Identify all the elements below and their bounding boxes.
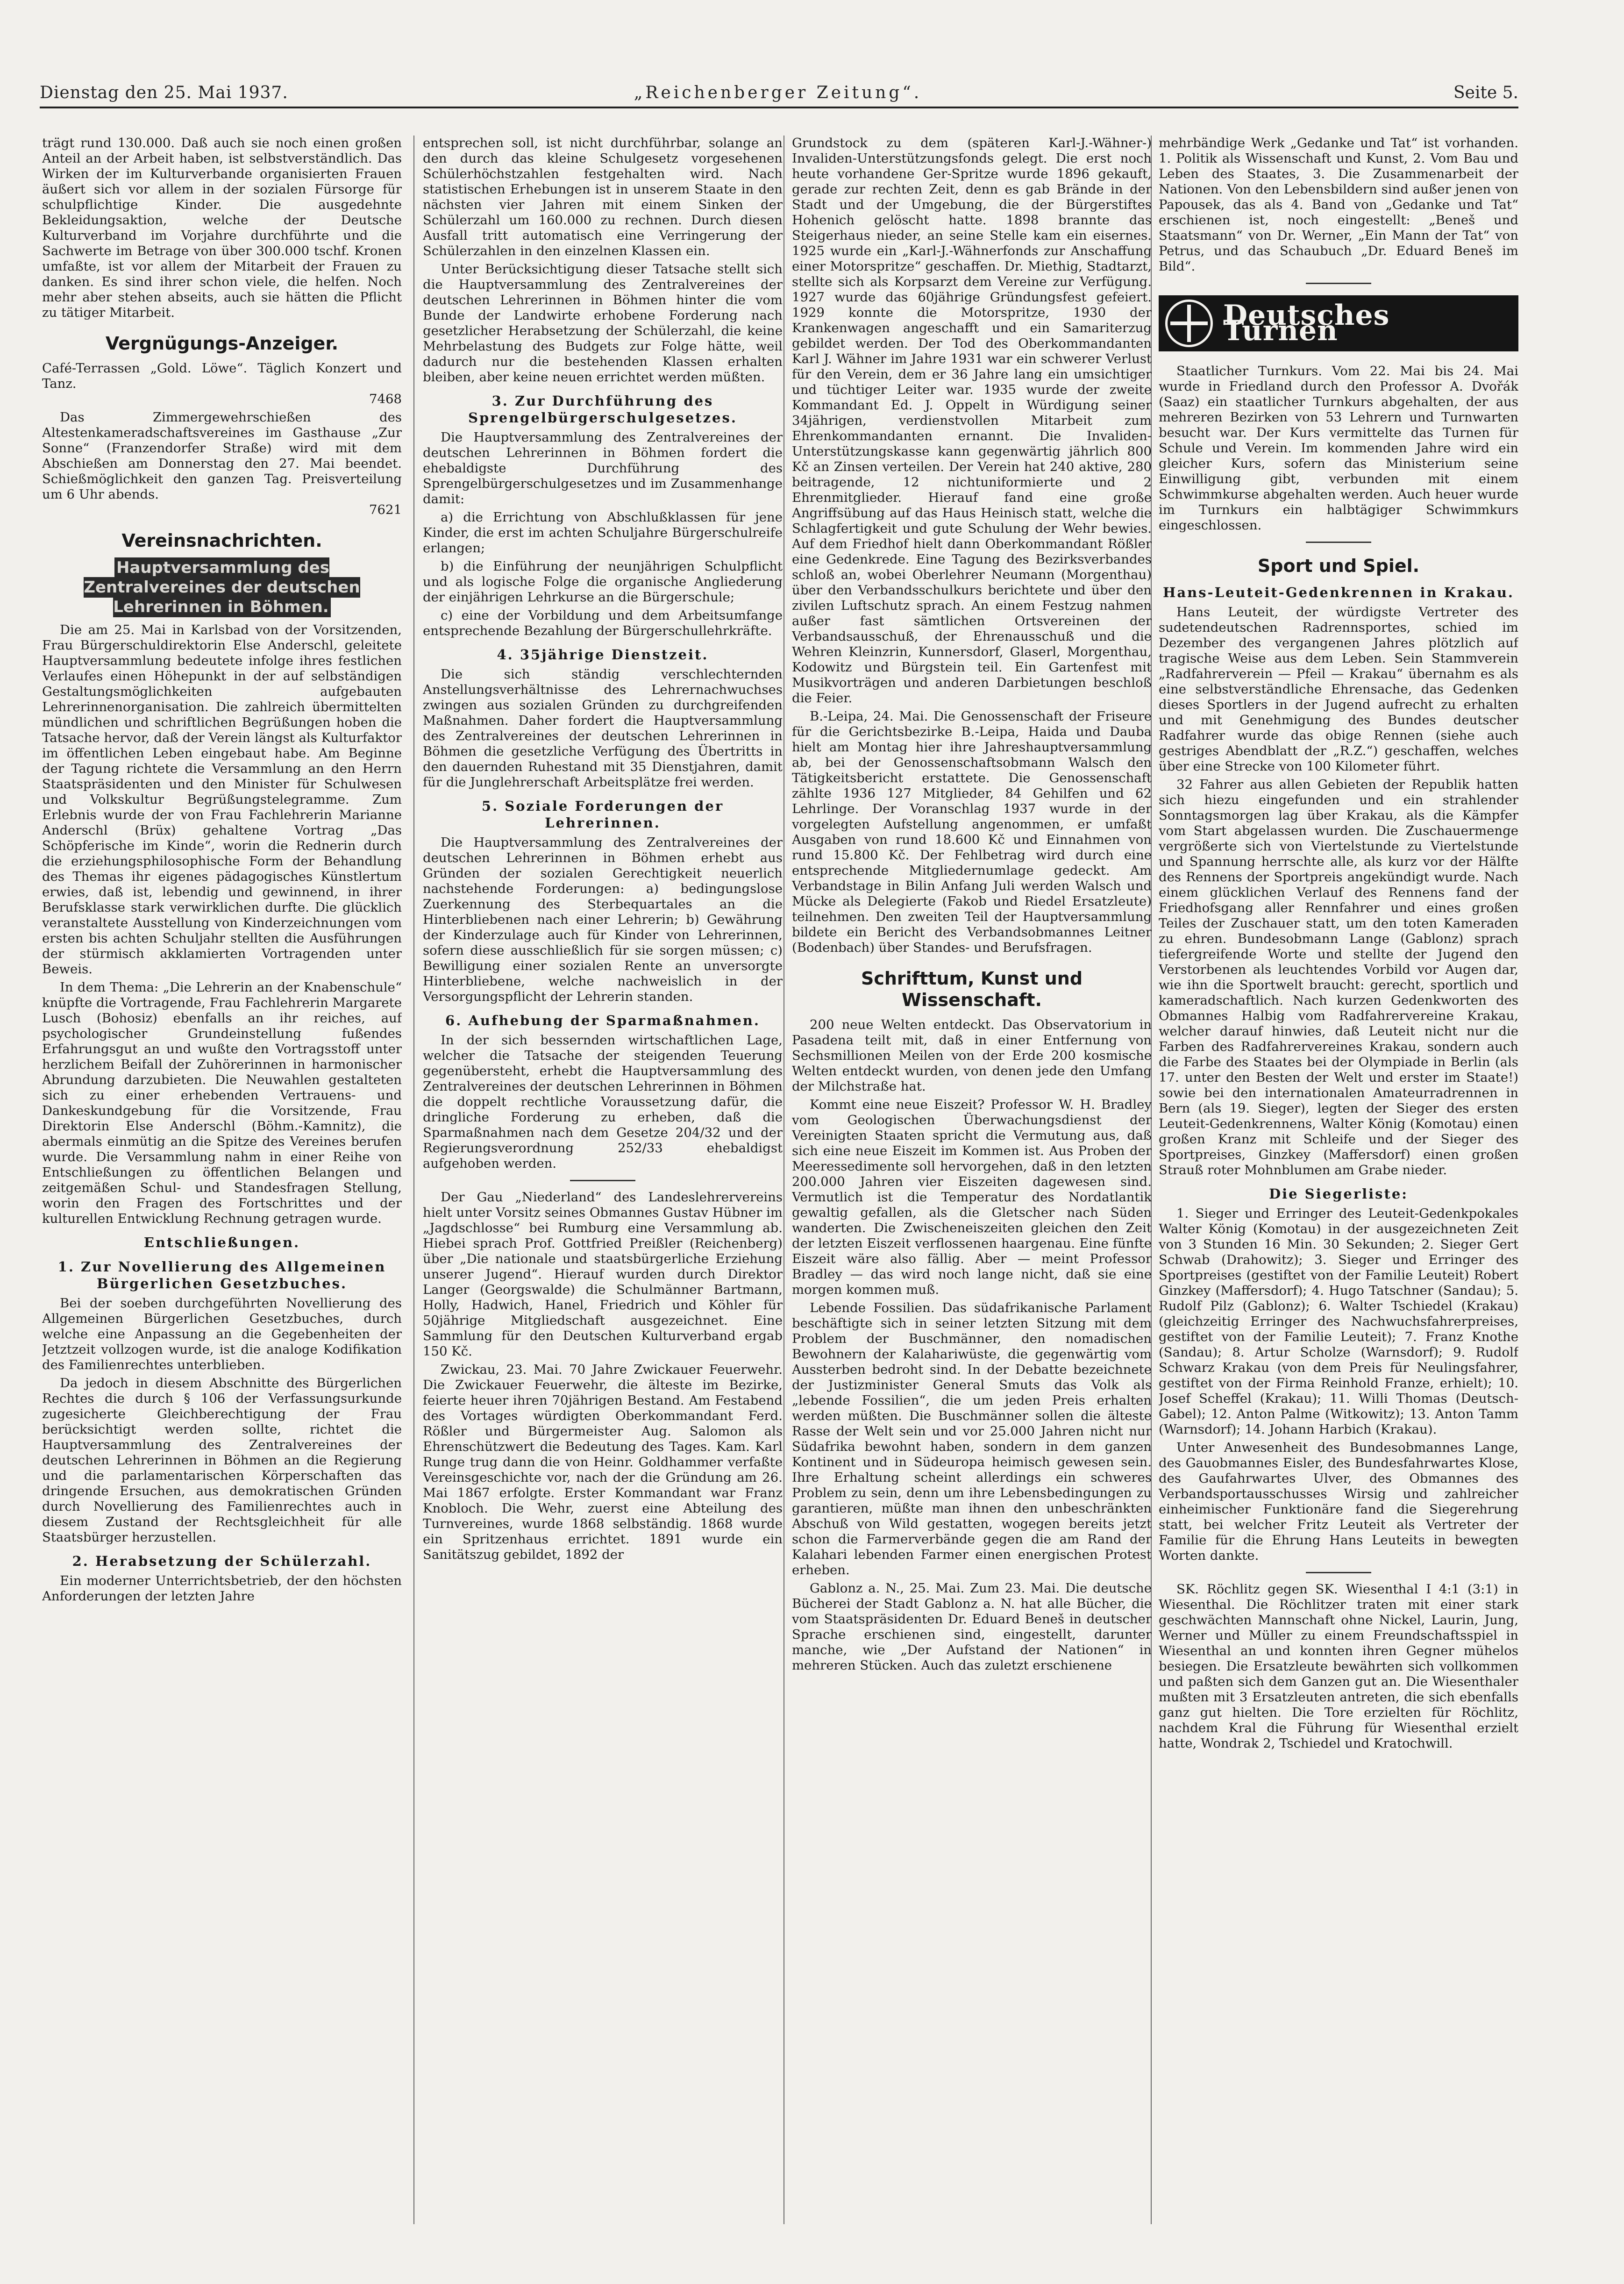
article-text: trägt rund 130.000. Daß auch sie noch einen großen Anteil an der Arbeit haben, ist selbstverständlich. Das Wirken der im Kulturverbande organisierten Frauen äußert sich vor allem in der sozialen Fürsorge für schulpflichtige Kinder. Die ausgedehnte Bekleidungsaktion, welche der Deutsche Kulturverband im Vorjahre durchführte und die Sachwerte im Betrage von über 300.000 tschf. Kronen umfaßte, ist vor allem der Mitarbeit der Frauen zu danken. Es sind ihrer schon viele, die helfen. Noch mehr aber stehen abseits, auch sie hätten die Pflicht zu tätiger Mitarbeit. [42,136,402,320]
section-heading: Sport und Spiel. [1257,556,1420,576]
section-heading: Vereinsnachrichten. [121,530,322,551]
article-text: c) eine der Vorbildung und dem Arbeitsumfange entsprechende Bezahlung der Bürgerschullehrkräfte. [423,608,783,638]
section-heading: Schrifttum, Kunst und Wissenschaft. [861,968,1083,1010]
article-text: Hans Leuteit, der würdigste Vertreter des sudetendeutschen Radrennsportes, schied im Dezember des vergangenen Jahres plötzlich auf tragische Weise aus dem Leben. Sein Stammverein „Radfahrerverein — Pfeil — Krakau“ übernahm es als eine selbstverständliche Ehrensache, das Gedenken dieses Sportlers in der Jugend aufrecht zu erhalten und mit Genehmigung des Bundes deutscher Radfahrer wurde das obige Rennen (siehe auch gestriges Abendblatt der „R.Z.“) geschaffen, welches über eine Strecke von 100 Kilometer führt. [1159,605,1518,774]
article-text: Staatlicher Turnkurs. Vom 22. Mai bis 24. Mai wurde in Friedland durch den Professor A. Dvořák (Saaz) ein staatlicher Turnkurs abgehalten, der aus mehreren Bezirken von 53 Lehrern und Turnwarten besucht war. Der Kurs vermittelte das Turnen für Schule und Verein. Im kommenden Jahre wird ein gleicher Kurs, sofern das Ministerium seine Einwilligung gibt, verbunden mit einem Schwimmkurse abgehalten werden. Auch heuer wurde im Turnkurs ein halbtägiger Schwimmkurs eingeschlossen. [1159,364,1518,533]
subheading: 2. Herabsetzung der Schülerzahl. [72,1553,372,1569]
column-1 [42,136,402,2229]
subheading: 4. 35jährige Dienstzeit. [497,647,709,663]
article-text: Da jedoch in diesem Abschnitte des Bürgerlichen Rechtes die durch § 106 der Verfassungsurkunde zugesicherte Gleichberechtigung der Frau berücksichtigt werden sollte, richtet die Hauptversammlung des Zentralvereines der deutschen Lehrerinnen in Böhmen an die Regierung und die parlamentarischen Körperschaften das dringende Ersuchen, aus demokratischen Gründen durch Novellierung des Familienrechtes auch in diesem Zustand der Rechtsgleichheit für alle Staatsbürger herzustellen. [42,1376,402,1545]
article-text: Grundstock zu dem (späteren Karl-J.-Wähner-) Invaliden-Unterstützungsfonds gelegt. Die erst noch heute vorhandene Ger-Spritze wurde 1896 gekauft, gerade zur rechten Zeit, denn es gab Brände in der Stadt und der Umgebung, die der Bürgerstiftes Hohenich gelöscht hatte. 1898 brannte das Steigerhaus nieder, an seine Stelle kam ein eisernes. 1925 wurde ein „Karl-J.-Wähnerfonds zur Anschaffung einer Motorspritze“ geschaffen. Dr. Miethig, Stadtarzt, stellte sich als Korpsarzt dem Vereine zur Verfügung. 1927 wurde das 60jährige Gründungsfest gefeiert. 1929 konnte die Motorspritze, 1930 der Krankenwagen angeschafft und ein Samariterzug gebildet werden. Der Tod des Oberkommandanten Karl J. Wähner im Jahre 1931 war ein schwerer Verlust für den Verein, dem er 36 Jahre lang ein umsichtiger und tüchtiger Leiter war. 1935 wurde der zweite Kommandant Ed. J. Oppelt in Würdigung seiner 34jährigen, verdienstvollen Mitarbeit zum Ehrenkommandanten ernannt. Die Invaliden-Unterstützungskasse kann gegenwärtig jährlich 800 Kč an Zinsen verteilen. Der Verein hat 240 aktive, 280 beitragende, 12 nichtuniformierte und 2 Ehrenmitglieder. Hierauf fand eine große Angriffsübung auf das Haus Heinisch statt, welche die Schlagfertigkeit und gute Schulung der Wehr bewies. Auf dem Friedhof hielt dann Oberkommandant Rößler eine Gedenkrede. Eine Tagung des Bezirksverbandes schloß an, wobei Oberlehrer Neumann (Morgenthau) über den Verbandsschulkurs berichtete und über den zivilen Luftschutz sprach. An einem Festzug nahmen außer fast sämtlichen Ortsvereinen der Verbandsausschuß, der Ehrenausschuß und die Wehren Kleinzrin, Kunnersdorf, Glaserl, Morgenthau, Kodowitz und Bürgstein teil. Ein Gartenfest mit Musikvorträgen und anderen Darbietungen beschloß die Feier. [792,136,1152,706]
article-text: Kommt eine neue Eiszeit? Professor W. H. Bradley vom Geologischen Überwachungsdienst der Vereinigten Staaten spricht die Vermutung aus, daß sich eine neue Eiszeit im Kommen ist. Aus Proben der Meeressedimente soll hervorgehen, daß in den letzten 200.000 Jahren vier Eiszeiten dagewesen sind. Vermutlich ist die Temperatur des Nordatlantik gewaltig gefallen, als die Gletscher nach Süden wanderten. Die Zwischeneiszeiten gleichen den Zeit der letzten Eiszeit verflossenen haargenau. Eine fünfte Eiszeit wäre also fällig. Aber — meint Professor Bradley — das wird noch lange nicht, daß sie eine morgen kommen muß. [792,1097,1152,1297]
article-text: Ein moderner Unterrichtsbetrieb, der den höchsten Anforderungen der letzten Jahre [42,1573,402,1604]
separator [1306,542,1371,543]
subheading: 1. Zur Novellierung des Allgemeinen Bürgerlichen Gesetzbuches. [57,1259,386,1292]
separator [1306,1572,1371,1573]
article-text: In dem Thema: „Die Lehrerin an der Knabenschule“ knüpfte die Vortragende, Frau Fachlehrerin Margarete Lusch (Bohosiz) ebenfalls an ihr reiches, auf psychologischer Grundeinstellung fußendes Erfahrungsgut an und wußte den Vortragsstoff unter herzlichem Beifall der Zuhörerinnen in harmonischer Abrundung darzubieten. Die Neuwahlen gestalteten sich zu einer erhebenden Vertrauens- und Dankeskundgebung für die Vorsitzende, Frau Direktorin Else Anderschl (Böhm.-Kamnitz), die abermals einmütig an die Spitze des Vereines berufen wurde. Die Versammlung nahm in einer Reihe von Entschließungen zu öffentlichen Belangen und zeitgemäßen Schul- und Standesfragen Stellung, worin den Fragen des Fortschrittes und der kulturellen Entwicklung Rechnung getragen wurde. [42,980,402,1226]
banner-title: Deutsches Turnen [1223,299,1390,347]
article-text: a) die Errichtung von Abschlußklassen für jene Kinder, die erst im achten Schuljahre Bürgerschulreife erlangen; [423,510,783,556]
separator [1306,283,1371,284]
subheading: 6. Aufhebung der Sparmaßnahmen. [445,1013,760,1028]
subheading: Die Siegerliste: [1268,1186,1409,1202]
ad-text: Das Zimmergewehrschießen des Altestenkameradschaftsvereines im Gasthause „Zur Sonne“ (Franzendorfer Straße) wird mit dem Abschießen am Donnerstag den 27. Mai beendet. Schießmöglichkeit den ganzen Tag. Preisverteilung um 6 Uhr abends. 7621 [42,410,402,517]
article-text: Bei der soeben durchgeführten Novellierung des Allgemeinen Bürgerlichen Gesetzbuches, durch welche eine Anpassung an die Gegebenheiten der Jetztzeit vollzogen wurde, ist die analoge Kodifikation des Familienrechtes unterblieben. [42,1296,402,1372]
column-4 [1159,136,1518,2229]
turnen-banner [1159,295,1518,351]
article-text: In der sich bessernden wirtschaftlichen Lage, welcher die Tatsache der steigenden Teuerung gegenübersteht, erhebt die Hauptversammlung des Zentralvereines der deutschen Lehrerinnen in Böhmen die doppelt rechtliche Voraussetzung dafür, die dringliche Forderung zu erheben, daß die Sparmaßnahmen nach dem Gesetze 204/32 und der Regierungsverordnung 252/33 ehebaldigst aufgehoben werden. [423,1033,783,1171]
subheading: Hans-Leuteit-Gedenkrennen in Krakau. [1162,585,1515,600]
article-text: SK. Röchlitz gegen SK. Wiesenthal I 4:1 (3:1) in Wiesenthal. Die Röchlitzer traten mit einer stark geschwächten Mannschaft ohne Nickel, Laurin, Jung, Werner und Müller zu einem Freundschaftsspiel in Wiesenthal an und konnten ihren Gegner mühelos besiegen. Die Ersatzleute bewährten sich vollkommen und paßten sich dem Ganzen gut an. Die Wiesenthaler mußten mit 3 Ersatzleuten antreten, die sich ebenfalls ganz gut hielten. Die Tore erzielten für Röchlitz, nachdem Kral die Führung für Wiesenthal erzielt hatte, Wondrak 2, Tschiedel und Kratochwill. [1159,1582,1518,1751]
article-text: Die sich ständig verschlechternden Anstellungsverhältnisse des Lehrernachwuchses zwingen aus sozialen Gründen zu durchgreifenden Maßnahmen. Daher fordert die Hauptversammlung des Zentralvereines der deutschen Lehrerinnen in Böhmen die gesetzliche Verfügung des Übertritts in den dauernden Ruhestand mit 35 Dienstjahren, damit für die Junglehrerschaft Arbeitsplätze frei werden. [423,667,783,790]
subheading: 5. Soziale Forderungen der Lehrerinnen. [481,798,724,831]
header-page-number: Seite 5. [1453,83,1518,102]
article-text: 1. Sieger und Erringer des Leuteit-Gedenkpokales Walter König (Komotau) in der ausgezeichneten Zeit von 3 Stunden 16 Min. 30 Sekunden; 2. Sieger Gert Schwab (Drahowitz); 3. Sieger und Erringer des Sportpreises (gestiftet von der Familie Leuteit) Robert Ginzkey (Maffersdorf); 4. Hugo Tatschner (Sandau); 5. Rudolf Pilz (Gablonz); 6. Walter Tschiedel (Krakau) (gleichzeitig Erringer des Nachwuchsfahrerpreises, gestiftet von der Familie Leuteit); 7. Franz Knothe (Sandau); 8. Artur Scholze (Warnsdorf); 9. Rudolf Schwarz Krakau (von dem Preis für Neulingsfahrer, gestiftet von der Firma Reinhold Franze, erhielt); 10. Josef Scheffel (Krakau); 11. Willi Thomas (Deutsch-Gabel); 12. Anton Palme (Witkowitz); 13. Anton Tamm (Warnsdorf); 14. Johann Harbich (Krakau). [1159,1206,1518,1437]
article-text: Die Hauptversammlung des Zentralvereines der deutschen Lehrerinnen in Böhmen erhebt aus Gründen der sozialen Gerechtigkeit neuerlich nachstehende Forderungen: a) bedingungslose Zuerkennung des Sterbequartales an die Hinterbliebenen nach einer Lehrerin; b) Gewährung der Kinderzulage auch für Kinder von Lehrerinnen, sofern diese ausschließlich für sie sorgen müssen; c) Bewilligung einer sozialen Rente an unversorgte Hinterbliebene, welche nachweislich in der Versorgungspflicht der Lehrerin standen. [423,835,783,1004]
article-text: B.-Leipa, 24. Mai. Die Genossenschaft der Friseure für die Gerichtsbezirke B.-Leipa, Haida und Dauba hielt am Montag hier ihre Jahreshauptversammlung ab, bei der Genossenschaftsobmann Walsch den Tätigkeitsbericht erstattete. Die Genossenschaft zählte 1936 127 Mitglieder, 84 Gehilfen und 62 Lehrlinge. Der Voranschlag 1937 wurde in der vorgelegten Aufstellung angenommen, er umfaßt Ausgaben von rund 18.600 Kč und Einnahmen von rund 15.800 Kč. Der Fehlbetrag wird durch eine entsprechende Mitgliedernumlage gedeckt. Am Verbandstage in Bilin Anfang Juli werden Walsch und Mücke als Delegierte (Fakob und Riedel Ersatzleute) teilnehmen. Den zweiten Teil der Hauptversammlung bildete ein Bericht des Verbandsobmannes Leitner (Bodenbach) über Standes- und Berufsfragen. [792,709,1152,955]
header-date: Dienstag den 25. Mai 1937. [40,83,288,102]
article-text: Lebende Fossilien. Das südafrikanische Parlament beschäftigte sich in seiner letzten Sitzung mit dem Problem der Buschmänner, den nomadischen Bewohnern der Kalahariwüste, die gegenwärtig vom Aussterben bedroht sind. In der Debatte bezeichnete der Justizminister General Smuts das Volk als „lebende Fossilien“, die um jeden Preis erhalten werden müßten. Die Buschmänner sollen die älteste Rasse der Welt sein und vor 25.000 Jahren nicht nur Südafrika bewohnt haben, sondern in dem ganzen Kontinent und in Südeuropa heimisch gewesen sein. Ihre Erhaltung scheint allerdings ein schweres Problem zu sein, denn um ihre Lebensbedingungen zu garantieren, müßte man ihnen den unbeschränkten Abschuß von Wild gestatten, wogegen bereits jetzt schon die Farmerverbände gegen die am Rand der Kalahari lebenden Farmer einen energischen Protest erheben. [792,1300,1152,1577]
ad-text: Café-Terrassen „Gold. Löwe“. Täglich Konzert und Tanz. 7468 [42,361,402,407]
column-2 [423,136,783,2229]
article-text: Der Gau „Niederland“ des Landeslehrervereins hielt unter Vorsitz seines Obmannes Gustav Hübner im „Jagdschlosse“ bei Rumburg eine Versammlung ab. Hiebei sprach Prof. Gottfried Preißler (Reichenberg) über „Die nationale und staatsbürgerliche Erziehung unserer Jugend“. Hierauf wurden durch Direktor Langer (Georgswalde) die Schulmänner Bartmann, Holly, Hadwich, Hanel, Friedrich und Köhler für 50jährige Mitgliedschaft ausgezeichnet. Eine Sammlung für den Deutschen Kulturverband ergab 150 Kč. [423,1190,783,1359]
section-heading: Vergnügungs-Anzeiger. [105,333,339,354]
article-headline: Hauptversammlung des Zentralvereines der deutschen Lehrerinnen in Böhmen. [84,558,360,616]
ad-number: 7621 [369,502,402,517]
subheading: 3. Zur Durchführung des Sprengelbürgerschulgesetzes. [468,393,737,426]
ad-number: 7468 [369,392,402,407]
header-rule [40,107,1518,108]
article-text: Die Hauptversammlung des Zentralvereines der deutschen Lehrerinnen in Böhmen fordert die ehebaldigste Durchführung des Sprengelbürgerschulgesetzes und im Zusammenhange damit: [423,430,783,507]
article-text: Unter Anwesenheit des Bundesobmannes Lange, des Gauobmannes Eisler, des Bundesfahrwartes Klose, des Gaufahrwartes Ulver, des Obmannes des Verbandsportausschusses Wirsig und zahlreicher einheimischer Funktionäre fand die Siegerehrung statt, bei welcher Fritz Leuteit als Vertreter der Familie für die Ehrung Hans Leuteits in bewegten Worten dankte. [1159,1440,1518,1563]
article-text: Unter Berücksichtigung dieser Tatsache stellt sich die Hauptversammlung des Zentralvereines der deutschen Lehrerinnen in Böhmen hinter die vom Bunde der Landwirte erhobene Forderung nach gesetzlicher Herabsetzung der Schülerzahl, die keine Mehrbelastung des Budgets zur Folge hätte, weil dadurch nur die bestehenden Klassen erhalten bleiben, aber keine neuen errichtet werden müßten. [423,262,783,385]
article-text: 32 Fahrer aus allen Gebieten der Republik hatten sich hiezu eingefunden und ein strahlender Sonntagsmorgen lag über Krakau, als die Kämpfer vom Start abgelassen wurden. Die Zuschauermenge vergrößerte sich von Viertelstunde zu Viertelstunde und Spannung herrschte alle, als kurz vor der Hälfte des Rennens der Sportpreis angekündigt wurde. Nach einem glücklichen Verlauf des Rennens fand der Friedhofsgang aller Rennfahrer und eines großen Teiles der Zuschauer statt, um den toten Kameraden zu ehren. Bundesobmann Lange (Gablonz) sprach tiefergreifende Worte und stellte der Jugend den Verstorbenen als leuchtendes Vorbild vor Augen dar, wie ihn die Sportwelt braucht: gerecht, sportlich und kameradschaftlich. Nach kurzen Gedenkworten des Obmannes Halbig vom Radfahrervereine Krakau, welcher darauf hinwies, daß Leuteit nicht nur die Farben des Radfahrervereines Krakau, sondern auch die Farbe des Staates bei der Olympiade in Berlin (als 17. unter den Besten der Welt und erster im Staate!) sowie bei den internationalen Amateurradrennen in Bern (als 19. Sieger), legten der Sieger des ersten Leuteit-Gedenkrennens, Walter König (Komotau) einen großen Kranz mit Schleife und der Sieger des Sportpreises, Ginzkey (Maffersdorf) einen großen Strauß roter Mohnblumen am Grabe nieder. [1159,777,1518,1178]
article-text: Gablonz a. N., 25. Mai. Zum 23. Mai. Die deutsche Bücherei der Stadt Gablonz a. N. hat alle Bücher, die vom Staatspräsidenten Dr. Eduard Beneš in deutscher Sprache erschienen sind, eingestellt, darunter manche, wie „Der Aufstand der Nationen“ in mehreren Stücken. Auch das zuletzt erschienene [792,1581,1152,1673]
column-divider [413,136,414,2224]
article-text: entsprechen soll, ist nicht durchführbar, solange an den durch das kleine Schulgesetz vorgesehenen Schülerhöchstzahlen festgehalten wird. Nach statistischen Erhebungen ist in unserem Staate in den nächsten vier Jahren mit einem Sinken der Schülerzahl um 160.000 zu rechnen. Durch diesen Ausfall tritt automatisch eine Verringerung der Schülerzahlen in den einzelnen Klassen ein. [423,136,783,258]
article-text: b) die Einführung der neunjährigen Schulpflicht und als logische Folge die organische Angliederung der einjährigen Lehrkurse an die Bürgerschule; [423,559,783,605]
separator [570,1180,635,1181]
subheading: Entschließungen. [143,1235,300,1250]
turner-cross-icon [1165,300,1213,347]
column-3 [792,136,1152,2229]
article-text: Zwickau, 23. Mai. 70 Jahre Zwickauer Feuerwehr. Die Zwickauer Feuerwehr, die älteste im Bezirke, feierte heuer ihren 70jährigen Bestand. Am Festabend des Vortages würdigten Oberkommandant Ferd. Rößler und Bürgermeister Aug. Salomon als Ehrenschützwert die Bedeutung des Tages. Kam. Karl Runge trug dann die von Heinr. Goldhammer verfaßte Vereinsgeschichte vor, nach der die Gründung am 26. Mai 1867 erfolgte. Erster Kommandant war Franz Knobloch. Die Wehr, zuerst eine Abteilung des Turnvereines, wurde 1868 selbständig. 1868 wurde ein Spritzenhaus errichtet. 1891 wurde ein Sanitätszug gebildet, 1892 der [423,1362,783,1562]
article-text: mehrbändige Werk „Gedanke und Tat“ ist vorhanden. 1. Politik als Wissenschaft und Kunst, 2. Vom Bau und Leben des Staates, 3. Die Zusammenarbeit der Nationen. Von den Lebensbildern sind außer jenen von Papousek, das als 4. Band von „Gedanke und Tat“ erschienen ist, noch eingestellt: „Beneš und Staatsmann“ von Dr. Werner, „Ein Mann der Tat“ von Petrus, und das Schaubuch „Dr. Eduard Beneš im Bild“. [1159,136,1518,274]
article-text: 200 neue Welten entdeckt. Das Observatorium in Pasadena teilt mit, daß in einer Entfernung von Sechsmillionen Meilen von der Erde 200 kosmische Welten entdeckt wurden, von denen jede den Umfang der Milchstraße hat. [792,1017,1152,1094]
article-text: Die am 25. Mai in Karlsbad von der Vorsitzenden, Frau Bürgerschuldirektorin Else Anderschl, geleitete Hauptversammlung bedeutete infolge ihres festlichen Verlaufes einen Höhepunkt in der auf selbständigen Gestaltungsmöglichkeiten aufgebauten Lehrerinnenorganisation. Die zahlreich übermittelten mündlichen und schriftlichen Begrüßungen hoben die Tatsache hervor, daß der Verein längst als Kulturfaktor im öffentlichen Leben eingebaut habe. Am Beginne der Tagung richtete die Versammlung an den Herrn Staatspräsidenten und den Minister für Schulwesen und Volkskultur Begrüßungstelegramme. Zum Erlebnis wurde der von Frau Fachlehrerin Marianne Anderschl (Brüx) gehaltene Vortrag „Das Schöpferische im Kinde“, worin die Rednerin durch die erziehungsphilosophische Form der Behandlung des Themas ihr eigenes pädagogisches Künstlertum erwies, daß ist, lebendig und gewinnend, in ihrer Berufsklasse stark verwirklichen durfte. Die glücklich veranstaltete Ausstellung von Kinderzeichnungen vom ersten bis achten Schuljahr stellten die Ausführungen der stürmisch akklamierten Vortragenden unter Beweis. [42,622,402,977]
header-paper-title: „Reichenberger Zeitung“. [634,83,922,102]
page-header [40,79,1518,107]
